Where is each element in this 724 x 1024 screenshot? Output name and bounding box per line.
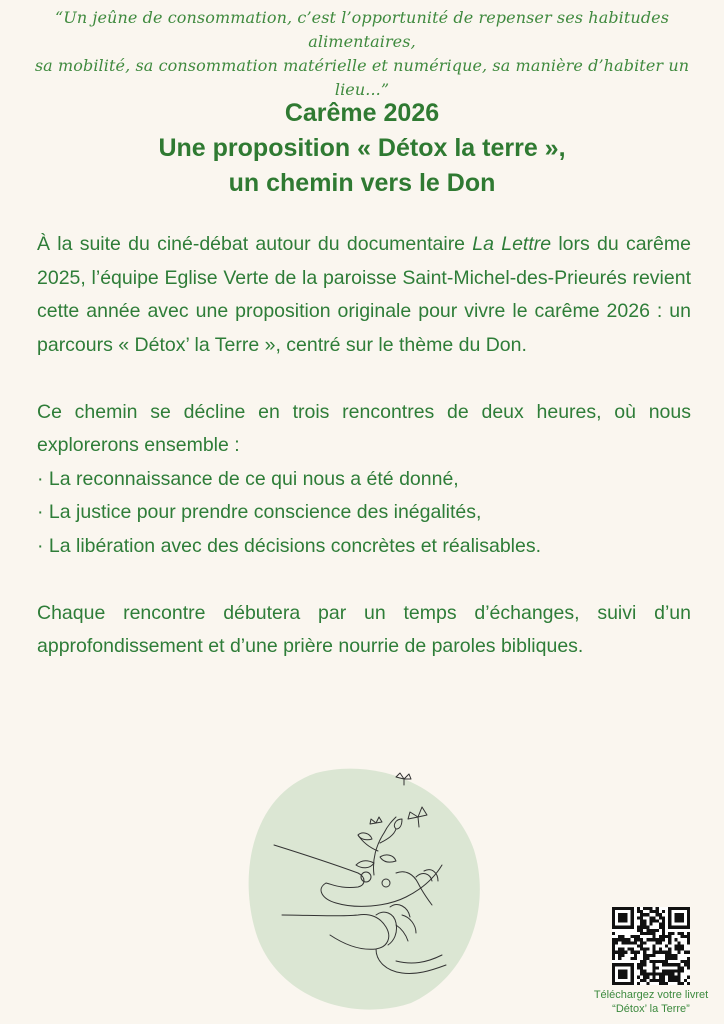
paragraph-intro: [37, 228, 691, 362]
page-title: [0, 96, 724, 201]
quote-line-2: sa mobilité, sa consommation matérielle et numérique, sa manière d’habiter un lieu...”: [34, 56, 690, 99]
paragraph-intro-end: lors du carême 2025, l’équipe Eglise Verte de la paroisse Saint-Michel-des-Prieurés revient cette année avec une proposition originale pour vivre le carême 2026 : un parcours « Détox’ la Terre », centré sur le thème du Don.: [37, 233, 691, 356]
paragraph-intro-start: À la suite du ciné-débat autour du documentaire: [37, 233, 473, 255]
body-text: [37, 228, 691, 664]
title-line-3: un chemin vers le Don: [228, 169, 496, 197]
list-item: · La libération avec des décisions concrètes et réalisables.: [37, 534, 542, 557]
quote-line-1: “Un jeûne de consommation, c’est l’opportunité de repenser ses habitudes alimentaires,: [54, 8, 670, 51]
green-blob-shape: [249, 769, 480, 1010]
paragraph-program: [37, 396, 691, 463]
qr-download-caption: [570, 988, 724, 1016]
hands-plant-illustration: [246, 765, 482, 1011]
title-line-2: Une proposition « Détox la terre »,: [158, 134, 566, 162]
list-item: · La reconnaissance de ce qui nous a été donné,: [37, 467, 459, 490]
title-line-1: Carême 2026: [284, 99, 440, 127]
paragraph-meetings: Chaque rencontre débutera par un temps d’échanges, suivi d’un approfondissement et d’une prière nourrie de paroles bibliques.: [37, 601, 691, 657]
film-title: La Lettre: [472, 233, 552, 255]
qr-code[interactable]: [612, 907, 690, 985]
list-item: · La justice pour prendre conscience des inégalités,: [37, 501, 482, 523]
qr-caption-line-2: “Détox’ la Terre”: [612, 1003, 690, 1015]
program-intro: Ce chemin se décline en trois rencontres de deux heures, où nous explorerons ensemble :: [37, 400, 691, 456]
epigraph-quote: [6, 6, 718, 102]
qr-caption-line-1: Téléchargez votre livret: [593, 989, 709, 1001]
